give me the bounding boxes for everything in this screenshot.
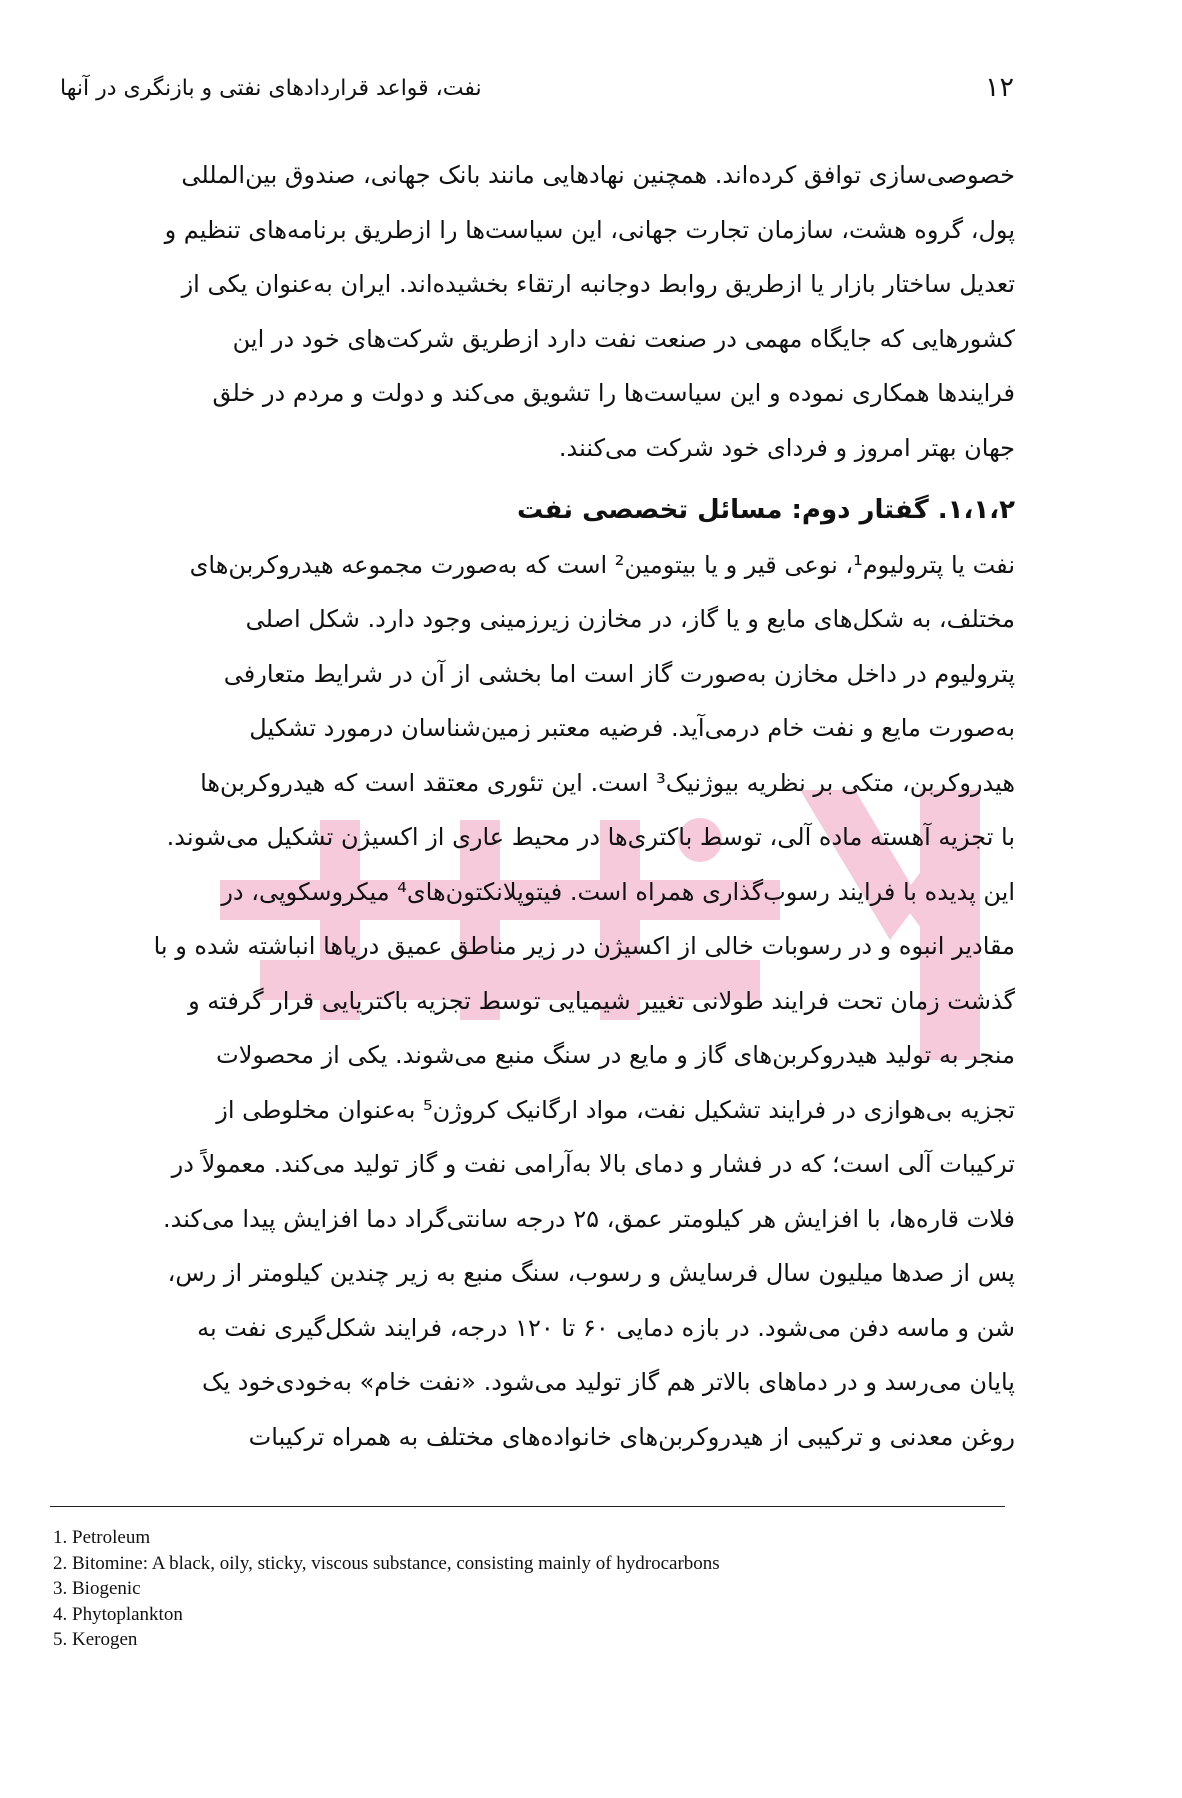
text-line: روغن معدنی و ترکیبی از هیدروکربن‌های خانواده‌های مختلف به همراه ترکیبات: [248, 1422, 1015, 1451]
body-text: [55, 148, 1015, 1464]
paragraph-2: [55, 538, 1015, 1465]
text-line: تجزیه بی‌هوازی در فرایند تشکیل نفت، مواد ارگانیک کروژن⁵ به‌عنوان مخلوطی از: [216, 1095, 1015, 1124]
text-line: کشورهایی که جایگاه مهمی در صنعت نفت دارد ازطریق شرکت‌های خود در این: [232, 324, 1015, 353]
text-line: ترکیبات آلی است؛ که در فشار و دمای بالا به‌آرامی نفت و گاز تولید می‌کند. معمولاً در: [171, 1150, 1015, 1178]
running-title: نفت، قواعد قراردادهای نفتی و بازنگری در آنها: [60, 76, 482, 101]
footnotes: [53, 1525, 1053, 1653]
footnote: 4. Phytoplankton: [53, 1603, 183, 1625]
text-line: مقادیر انبوه و در رسوبات خالی از اکسیژن در زیر مناطق عمیق دریاها انباشته شده و با: [153, 932, 1015, 960]
text-line: خصوصی‌سازی توافق کرده‌اند. همچنین نهادهایی مانند بانک جهانی، صندوق بین‌المللی: [181, 161, 1015, 189]
paragraph-1: [55, 148, 1015, 475]
text-line: به‌صورت مایع و نفت خام درمی‌آید. فرضیه معتبر زمین‌شناسان درمورد تشکیل: [249, 714, 1015, 742]
page-header: [60, 72, 1014, 112]
text-line: گذشت زمان تحت فرایند طولانی تغییر شیمیایی توسط تجزیه باکتریایی قرار گرفته و: [188, 986, 1015, 1015]
text-line: با تجزیه آهسته ماده آلی، توسط باکتری‌ها در محیط عاری از اکسیژن تشکیل می‌شوند.: [166, 823, 1015, 851]
text-line: شن و ماسه دفن می‌شود. در بازه دمایی ۶۰ تا ۱۲۰ درجه، فرایند شکل‌گیری نفت به: [197, 1313, 1015, 1342]
footnote: 1. Petroleum: [53, 1527, 151, 1548]
footnote-divider: [50, 1506, 1005, 1507]
text-line: پس از صدها میلیون سال فرسایش و رسوب، سنگ منبع به زیر چندین کیلومتر از رس،: [167, 1259, 1015, 1287]
footnote: 2. Bitomine: A black, oily, sticky, viscous substance, consisting mainly of hydrocarbons: [53, 1552, 720, 1574]
text-line: نفت یا پترولیوم¹، نوعی قیر و یا بیتومین² است که به‌صورت مجموعه هیدروکربن‌های: [189, 550, 1015, 579]
footnote: 5. Kerogen: [53, 1629, 138, 1650]
text-line: مختلف، به شکل‌های مایع و یا گاز، در مخازن زیرزمینی وجود دارد. شکل اصلی: [245, 605, 1015, 633]
text-line: تعدیل ساختار بازار یا ازطریق روابط دوجانبه ارتقاء بخشیده‌اند. ایران به‌عنوان یکی از: [181, 270, 1015, 298]
text-line: فلات قاره‌ها، با افزایش هر کیلومتر عمق، ۲۵ درجه سانتی‌گراد دما افزایش پیدا می‌کند.: [162, 1204, 1015, 1233]
text-line: پایان می‌رسد و در دماهای بالاتر هم گاز تولید می‌شود. «نفت خام» به‌خودی‌خود یک: [202, 1368, 1015, 1396]
text-line: فرایندها همکاری نموده و این سیاست‌ها را تشویق می‌کند و دولت و مردم در خلق: [212, 379, 1015, 407]
text-line: این پدیده با فرایند رسوب‌گذاری همراه است. فیتوپلانکتون‌های⁴ میکروسکوپی، در: [221, 877, 1015, 906]
text-line: هیدروکربن، متکی بر نظریه بیوژنیک³ است. این تئوری معتقد است که هیدروکربن‌ها: [200, 768, 1015, 797]
text-line: پول، گروه هشت، سازمان تجارت جهانی، این سیاست‌ها را ازطریق برنامه‌های تنظیم و: [164, 215, 1015, 244]
page-number: ۱۲: [984, 72, 1014, 103]
footnote: 3. Biogenic: [53, 1578, 141, 1599]
text-line: منجر به تولید هیدروکربن‌های گاز و مایع در سنگ منبع می‌شوند. یکی از محصولات: [216, 1041, 1015, 1069]
section-heading: ۱،۱،۲. گفتار دوم: مسائل تخصصی نفت: [517, 495, 1015, 525]
text-line: جهان بهتر امروز و فردای خود شرکت می‌کنند.: [558, 433, 1015, 462]
text-line: پترولیوم در داخل مخازن به‌صورت گاز است اما بخشی از آن در شرایط متعارفی: [223, 659, 1015, 688]
